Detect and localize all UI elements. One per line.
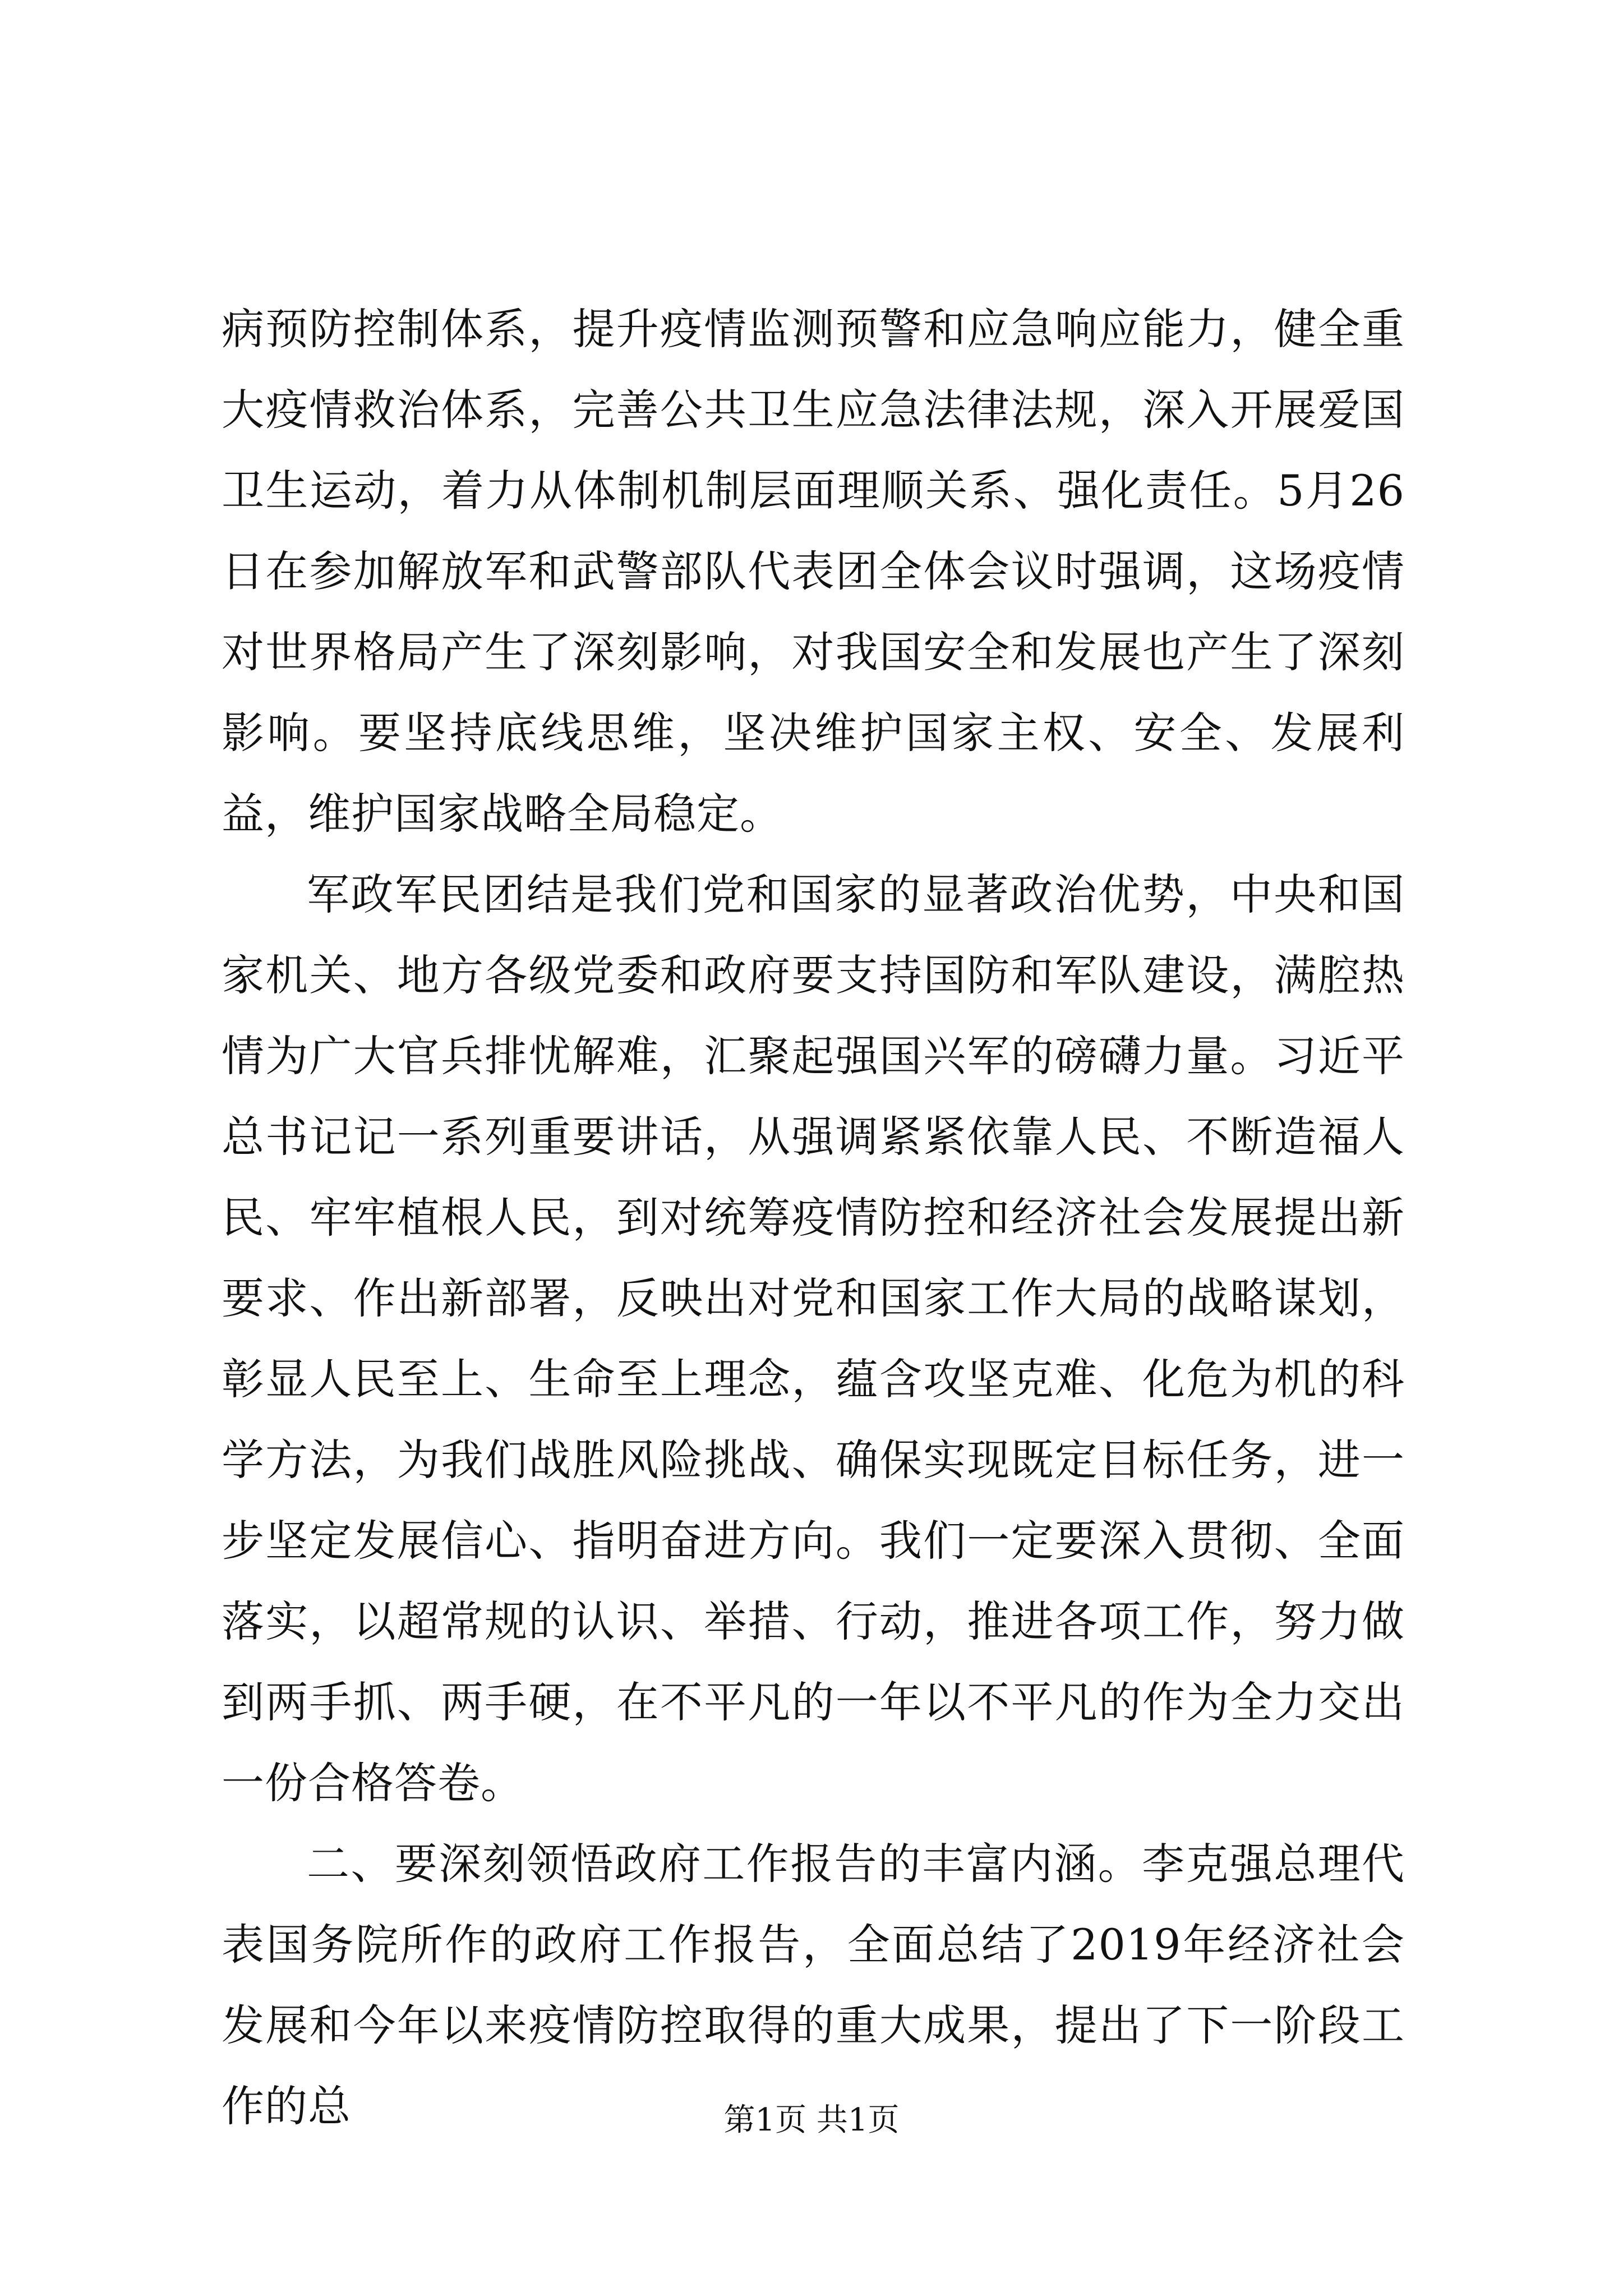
paragraph-continuation: 病预防控制体系，提升疫情监测预警和应急响应能力，健全重大疫情救治体系，完善公共卫生应急法律法规，深入开展爱国卫生运动，着力从体制机制层面理顺关系、强化责任。5月26日在参加解放军和武警部队代表团全体会议时强调，这场疫情对世界格局产生了深刻影响，对我国安全和发展也产生了深刻影响。要坚持底线思维，坚决维护国家主权、安全、发展利益，维护国家战略全局稳定。 xyxy=(222,304,1405,839)
page-footer xyxy=(0,2101,1623,2140)
paragraph-government-report: 二、要深刻领悟政府工作报告的丰富内涵。李克强总理代表国务院所作的政府工作报告，全面总结了2019年经济社会发展和今年以来疫情防控取得的重大成果，提出了下一阶段工作的总 xyxy=(222,1839,1405,2131)
paragraph-military-civil-unity: 军政军民团结是我们党和国家的显著政治优势，中央和国家机关、地方各级党委和政府要支持国防和军队建设，满腔热情为广大官兵排忧解难，汇聚起强国兴军的磅礴力量。习近平总书记记一系列重要讲话，从强调紧紧依靠人民、不断造福人民、牢牢植根人民，到对统筹疫情防控和经济社会发展提出新要求、作出新部署，反映出对党和国家工作大局的战略谋划，彰显人民至上、生命至上理念，蕴含攻坚克难、化危为机的科学方法，为我们战胜风险挑战、确保实现既定目标任务，进一步坚定发展信心、指明奋进方向。我们一定要深入贯彻、全面落实，以超常规的认识、举措、行动，推进各项工作，努力做到两手抓、两手硬，在不平凡的一年以不平凡的作为全力交出一份合格答卷。 xyxy=(222,869,1405,1808)
document-body xyxy=(222,289,1405,2147)
page-number-label: 第1页 共1页 xyxy=(723,2102,900,2138)
